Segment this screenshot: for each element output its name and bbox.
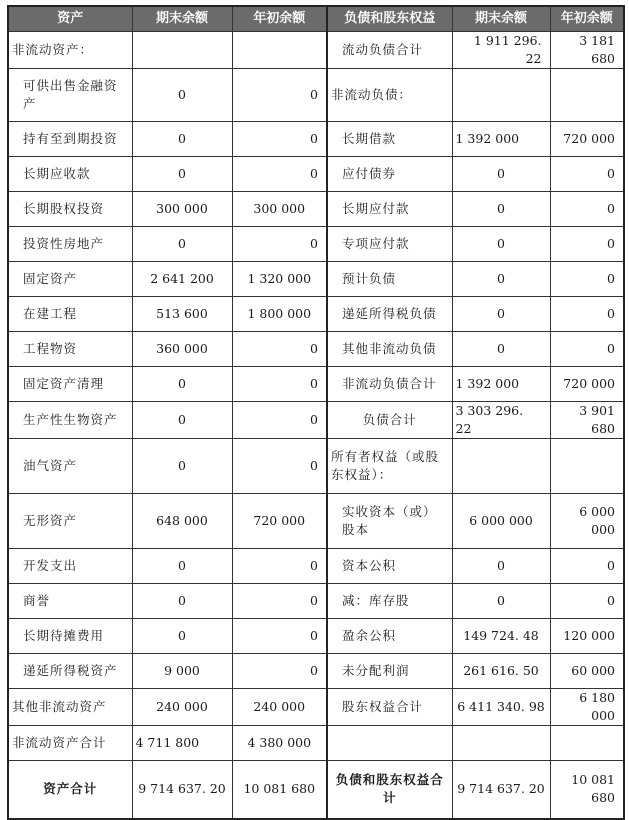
- asset-label: 其他非流动资产: [8, 689, 132, 726]
- asset-opening: 0: [232, 654, 327, 689]
- liability-ending: 0: [452, 332, 550, 367]
- header-ending-balance: 期末余额: [132, 6, 232, 32]
- asset-label: 固定资产: [8, 262, 132, 297]
- asset-ending: 513 600: [132, 297, 232, 332]
- liability-label: 非流动负债合计: [327, 367, 452, 402]
- header-liabilities-equity: 负债和股东权益: [327, 6, 452, 32]
- liability-opening: 6 000 000: [550, 494, 624, 549]
- asset-ending: 240 000: [132, 689, 232, 726]
- liability-opening: 0: [550, 192, 624, 227]
- asset-opening: 0: [232, 227, 327, 262]
- asset-ending: [132, 32, 232, 69]
- liability-opening: 720 000: [550, 122, 624, 157]
- liability-label: 长期借款: [327, 122, 452, 157]
- asset-opening: 4 380 000: [232, 726, 327, 761]
- liability-opening: [550, 439, 624, 494]
- table-row: [8, 439, 624, 494]
- asset-opening: 0: [232, 69, 327, 122]
- asset-opening: 0: [232, 402, 327, 439]
- liability-ending: 6 411 340. 98: [452, 689, 550, 726]
- table-row: [8, 69, 624, 122]
- asset-opening: 0: [232, 367, 327, 402]
- liability-label: 其他非流动负债: [327, 332, 452, 367]
- asset-opening: 1 320 000: [232, 262, 327, 297]
- asset-ending: 300 000: [132, 192, 232, 227]
- table-row: [8, 192, 624, 227]
- liability-opening: [550, 69, 624, 122]
- table-row: [8, 619, 624, 654]
- liability-opening: 0: [550, 332, 624, 367]
- asset-label: 长期待摊费用: [8, 619, 132, 654]
- asset-ending: 0: [132, 584, 232, 619]
- liability-ending: 0: [452, 584, 550, 619]
- asset-label: 非流动资产：: [8, 32, 132, 69]
- liability-opening: 720 000: [550, 367, 624, 402]
- liability-ending: 0: [452, 262, 550, 297]
- liability-ending: 9 714 637. 20: [452, 761, 550, 819]
- table-row: [8, 262, 624, 297]
- liability-ending: 149 724. 48: [452, 619, 550, 654]
- asset-label: 可供出售金融资产: [8, 69, 132, 122]
- liability-label: 递延所得税负债: [327, 297, 452, 332]
- asset-opening: 10 081 680: [232, 761, 327, 819]
- liability-opening: 10 081 680: [550, 761, 624, 819]
- asset-label: 开发支出: [8, 549, 132, 584]
- liability-opening: [550, 726, 624, 761]
- liability-label: 所有者权益（或股东权益）：: [327, 439, 452, 494]
- liability-opening: 6 180 000: [550, 689, 624, 726]
- asset-label: 非流动资产合计: [8, 726, 132, 761]
- asset-ending: 0: [132, 69, 232, 122]
- header-opening-balance-2: 年初余额: [550, 6, 624, 32]
- asset-label: 固定资产清理: [8, 367, 132, 402]
- asset-opening: 0: [232, 157, 327, 192]
- liability-label: 未分配利润: [327, 654, 452, 689]
- header-ending-balance-2: 期末余额: [452, 6, 550, 32]
- asset-ending: 360 000: [132, 332, 232, 367]
- liability-opening: 3 181 680: [550, 32, 624, 69]
- asset-ending: 0: [132, 549, 232, 584]
- asset-label: 资产合计: [8, 761, 132, 819]
- asset-label: 长期应收款: [8, 157, 132, 192]
- asset-ending: 0: [132, 439, 232, 494]
- table-row-total: [8, 761, 624, 819]
- asset-label: 长期股权投资: [8, 192, 132, 227]
- liability-label: 流动负债合计: [327, 32, 452, 69]
- asset-opening: 0: [232, 439, 327, 494]
- liability-ending: 0: [452, 157, 550, 192]
- header-assets: 资产: [8, 6, 132, 32]
- asset-ending: 0: [132, 122, 232, 157]
- asset-ending: 0: [132, 367, 232, 402]
- asset-label: 持有至到期投资: [8, 122, 132, 157]
- table-row: [8, 332, 624, 367]
- liability-label: 负债和股东权益合计: [327, 761, 452, 819]
- table-row: [8, 297, 624, 332]
- header-opening-balance: 年初余额: [232, 6, 327, 32]
- liability-label: 长期应付款: [327, 192, 452, 227]
- asset-ending: 2 641 200: [132, 262, 232, 297]
- table-row: [8, 689, 624, 726]
- asset-label: 工程物资: [8, 332, 132, 367]
- asset-label: 生产性生物资产: [8, 402, 132, 439]
- liability-opening: 0: [550, 157, 624, 192]
- table-row: [8, 122, 624, 157]
- liability-opening: 0: [550, 297, 624, 332]
- liability-ending: 261 616. 50: [452, 654, 550, 689]
- asset-ending: 4 711 800: [132, 726, 232, 761]
- asset-opening: 300 000: [232, 192, 327, 227]
- asset-ending: 648 000: [132, 494, 232, 549]
- liability-ending: 0: [452, 549, 550, 584]
- liability-ending: [452, 726, 550, 761]
- liability-label: 盈余公积: [327, 619, 452, 654]
- table-row: [8, 157, 624, 192]
- liability-label: 应付债券: [327, 157, 452, 192]
- table-row: [8, 494, 624, 549]
- liability-label: 预计负债: [327, 262, 452, 297]
- asset-opening: 0: [232, 584, 327, 619]
- liability-ending: 6 000 000: [452, 494, 550, 549]
- liability-label: 专项应付款: [327, 227, 452, 262]
- asset-label: 在建工程: [8, 297, 132, 332]
- liability-ending: [452, 439, 550, 494]
- liability-opening: 3 901 680: [550, 402, 624, 439]
- liability-ending: 1 392 000: [452, 367, 550, 402]
- asset-ending: 0: [132, 402, 232, 439]
- table-row: [8, 726, 624, 761]
- asset-opening: 0: [232, 549, 327, 584]
- asset-label: 油气资产: [8, 439, 132, 494]
- asset-ending: 9 714 637. 20: [132, 761, 232, 819]
- table-row: [8, 584, 624, 619]
- liability-ending: [452, 69, 550, 122]
- asset-opening: 1 800 000: [232, 297, 327, 332]
- table-row: [8, 654, 624, 689]
- asset-ending: 9 000: [132, 654, 232, 689]
- asset-label: 递延所得税资产: [8, 654, 132, 689]
- liability-opening: 0: [550, 549, 624, 584]
- asset-opening: 0: [232, 619, 327, 654]
- asset-opening: 240 000: [232, 689, 327, 726]
- asset-label: 无形资产: [8, 494, 132, 549]
- liability-opening: 120 000: [550, 619, 624, 654]
- table-row: [8, 32, 624, 69]
- liability-ending: 3 303 296. 22: [452, 402, 550, 439]
- asset-opening: 720 000: [232, 494, 327, 549]
- liability-opening: 0: [550, 262, 624, 297]
- liability-ending: 1 392 000: [452, 122, 550, 157]
- liability-opening: 0: [550, 227, 624, 262]
- asset-ending: 0: [132, 227, 232, 262]
- asset-label: 投资性房地产: [8, 227, 132, 262]
- balance-sheet: [7, 5, 623, 820]
- table-row: [8, 367, 624, 402]
- asset-label: 商誉: [8, 584, 132, 619]
- table-row: [8, 402, 624, 439]
- liability-label: 非流动负债：: [327, 69, 452, 122]
- header-row: [8, 6, 624, 32]
- table-row: [8, 227, 624, 262]
- asset-opening: 0: [232, 122, 327, 157]
- liability-label: [327, 726, 452, 761]
- balance-sheet-table: [7, 5, 625, 820]
- liability-label: 减：库存股: [327, 584, 452, 619]
- liability-label: 股东权益合计: [327, 689, 452, 726]
- liability-opening: 60 000: [550, 654, 624, 689]
- asset-opening: 0: [232, 332, 327, 367]
- table-row: [8, 549, 624, 584]
- liability-opening: 0: [550, 584, 624, 619]
- liability-ending: 0: [452, 227, 550, 262]
- liability-ending: 0: [452, 297, 550, 332]
- liability-ending: 0: [452, 192, 550, 227]
- asset-ending: 0: [132, 157, 232, 192]
- asset-ending: 0: [132, 619, 232, 654]
- liability-label: 实收资本（或）股本: [327, 494, 452, 549]
- liability-ending: 1 911 296. 22: [452, 32, 550, 69]
- liability-label: 负债合计: [327, 402, 452, 439]
- liability-label: 资本公积: [327, 549, 452, 584]
- asset-opening: [232, 32, 327, 69]
